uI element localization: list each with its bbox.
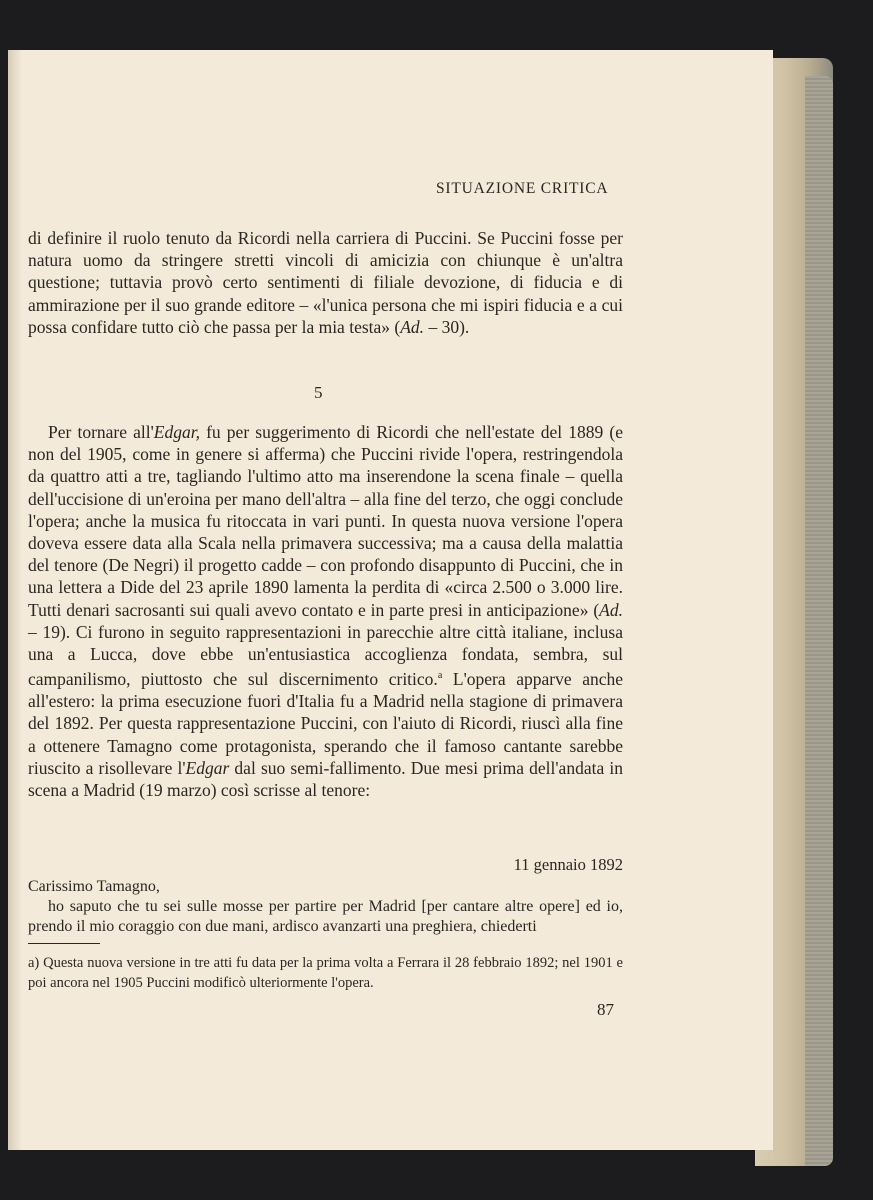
letter-body: ho saputo che tu sei sulle mosse per partire per Madrid [per cantare altre opere] ed io, prendo il mio coraggio con due mani, ardisco avanzarti una preghiera, chiederti: [28, 898, 623, 935]
p2-text-5: dal suo semi-fallimento. Due mesi prima dell'andata in scena a Madrid (19 marzo) così scrisse al tenore:: [28, 757, 623, 801]
p2-italic-edgar: Edgar,: [153, 422, 200, 442]
p2-text-1: Per tornare all': [48, 422, 154, 442]
letter-salutation: Carissimo Tamagno,: [28, 878, 160, 895]
page-gutter-shadow: [8, 50, 22, 1150]
page-number: 87: [597, 1000, 614, 1019]
footnote: [28, 953, 623, 993]
book-cover-edge: [805, 76, 833, 1166]
p2-italic-ad: Ad.: [599, 599, 623, 620]
paragraph-1-text-b: – 30).: [424, 316, 470, 337]
section-number: 5: [314, 383, 323, 402]
letter-date: 11 gennaio 1892: [513, 855, 623, 874]
citation-abbrev: Ad.: [400, 316, 425, 337]
p2-text-3: – 19). Ci furono in seguito rappresentazioni in parecchie altre città italiane, inclusa una a Lucca, dove ebbe un'entusiastica accoglienza fondata, sembra, sul campanilismo, piuttosto che sul discernimento critico.: [28, 621, 623, 690]
running-head: SITUAZIONE CRITICA: [436, 180, 609, 197]
letter-excerpt: [28, 877, 623, 937]
paragraph-continued: [28, 227, 623, 338]
footnote-ref[interactable]: a: [437, 670, 443, 682]
footnote-text: Questa nuova versione in tre atti fu data per la prima volta a Ferrara il 28 febbraio 1892; nel 1901 e poi ancora nel 1905 Puccini modificò ulteriormente l'opera.: [28, 955, 623, 991]
p2-text-2: fu per suggerimento di Ricordi che nell'estate del 1889 (e non del 1905, come in genere si afferma) che Puccini rivide l'opera, restringendola da quattro atti a tre, tagliando l'ultimo atto ma inserendone la scena finale – quella dell'uccisione di un'eroina per mano dell'altra – alla fine del terzo, che oggi conclude l'opera; anche la musica fu ritoccata in vari punti. In questa nuova versione l'opera doveva essere data alla Scala nella primavera successiva; ma a causa della malattia del tenore (De Negri) il progetto cadde – con profondo disappunto di Puccini, che in una lettera a Dide del 23 aprile 1890 lamenta la perdita di «circa 2.500 o 3.000 lire. Tutti denari sacrosanti sui quali avevo contato e in parte presi in anticipazione» (: [28, 422, 623, 620]
footnote-label: a): [28, 955, 40, 971]
paragraph-section-5: [28, 421, 623, 801]
paragraph-1-text-a: di definire il ruolo tenuto da Ricordi nella carriera di Puccini. Se Puccini fosse per natura uomo da stringere stretti vincoli di amicizia con chiunque è un'altra questione; tuttavia provò certo sentimenti di filiale devozione, di fiducia e di ammirazione per il suo grande editore – «l'unica persona che mi ispiri fiducia e a cui possa confidare tutto ciò che passa per la mia testa» (: [28, 228, 623, 337]
book-page: [8, 50, 773, 1150]
footnote-rule: [28, 943, 100, 944]
p2-text-4: L'opera apparve anche all'estero: la prima esecuzione fuori d'Italia fu a Madrid nella stagione di primavera del 1892. Per questa rappresentazione Puccini, con l'aiuto di Ricordi, riuscì alla fine a ottenere Tamagno come protagonista, sperando che il famoso cantante sarebbe riuscito a risollevare l': [28, 669, 623, 778]
p2-italic-edgar-2: Edgar: [185, 757, 230, 778]
